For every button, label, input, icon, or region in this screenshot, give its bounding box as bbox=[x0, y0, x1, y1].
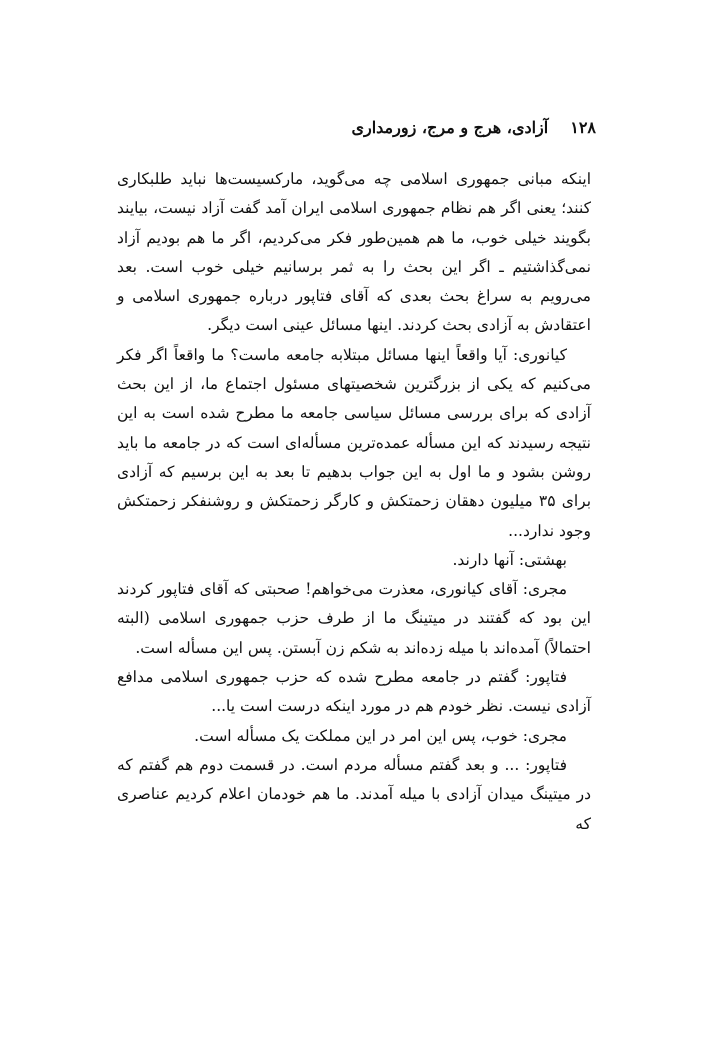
paragraph-kianouri: کیانوری: آیا واقعاً اینها مسائل مبتلابه جامعه ماست؟ ما واقعاً اگر فکر می‌کنیم که یکی از بزرگترین شخصیتهای مسئول اجتماع ما، از این بحث آزادی که برای بررسی مسائل سیاسی جامعه ما مطرح شده است به این نتیجه رسیدند که این مسأله عمده‌ترین مسأله‌ای است که در جامعه ما باید روشن بشود و ما اول به این جواب بدهیم تا بعد به این برسیم که آزادی برای ۳۵ میلیون دهقان زحمتکش و کارگر زحمتکش و روشنفکر زحمتکش وجود ندارد... bbox=[117, 345, 592, 540]
paragraph-fatapour-1: فتاپور: گفتم در جامعه مطرح شده که حزب جمهوری اسلامی مدافع آزادی نیست. نظر خودم هم در مورد اینکه درست است یا... bbox=[117, 668, 591, 716]
page-number: ۱۲۸ bbox=[570, 118, 596, 137]
paragraph-intro: اینکه مبانی جمهوری اسلامی چه می‌گوید، مارکسیست‌ها نباید طلبکاری کنند؛ یعنی اگر هم نظام جمهوری اسلامی ایران آمد گفت آزاد نیست، بیایند بگویند خیلی خوب، ما هم همین‌طور فکر می‌کردیم، اگر ما هم بودیم آزاد نمی‌گذاشتیم ـ اگر این بحث را به ثمر برسانیم خیلی خوب است. بعد می‌رویم به سراغ بحث بعدی که آقای فتاپور درباره جمهوری اسلامی و اعتقادش به آزادی بحث کردند. اینها مسائل عینی است دیگر. bbox=[117, 170, 591, 335]
running-header bbox=[351, 118, 596, 137]
paragraph-host-2: مجری: خوب، پس این امر در این مملکت یک مسأله است. bbox=[194, 726, 567, 745]
paragraph-fatapour-2: فتاپور: ... و بعد گفتم مسأله مردم است. در قسمت دوم هم گفتم که در میتینگ میدان آزادی با میله آمدند. ما هم خودمان اعلام کردیم عناصری که bbox=[117, 755, 591, 833]
paragraph-beheshti: بهشتی: آنها دارند. bbox=[452, 550, 567, 569]
running-title: آزادی، هرج و مرج، زورمداری bbox=[351, 118, 549, 137]
body-text bbox=[117, 165, 591, 839]
paragraph-host-1: مجری: آقای کیانوری، معذرت می‌خواهم! صحبتی که آقای فتاپور کردند این بود که گفتند در میتینگ ما از طرف حزب جمهوری اسلامی (البته احتمالاً) آمده‌اند با میله زده‌اند به شکم زن آبستن. پس این مسأله است. bbox=[117, 580, 591, 657]
